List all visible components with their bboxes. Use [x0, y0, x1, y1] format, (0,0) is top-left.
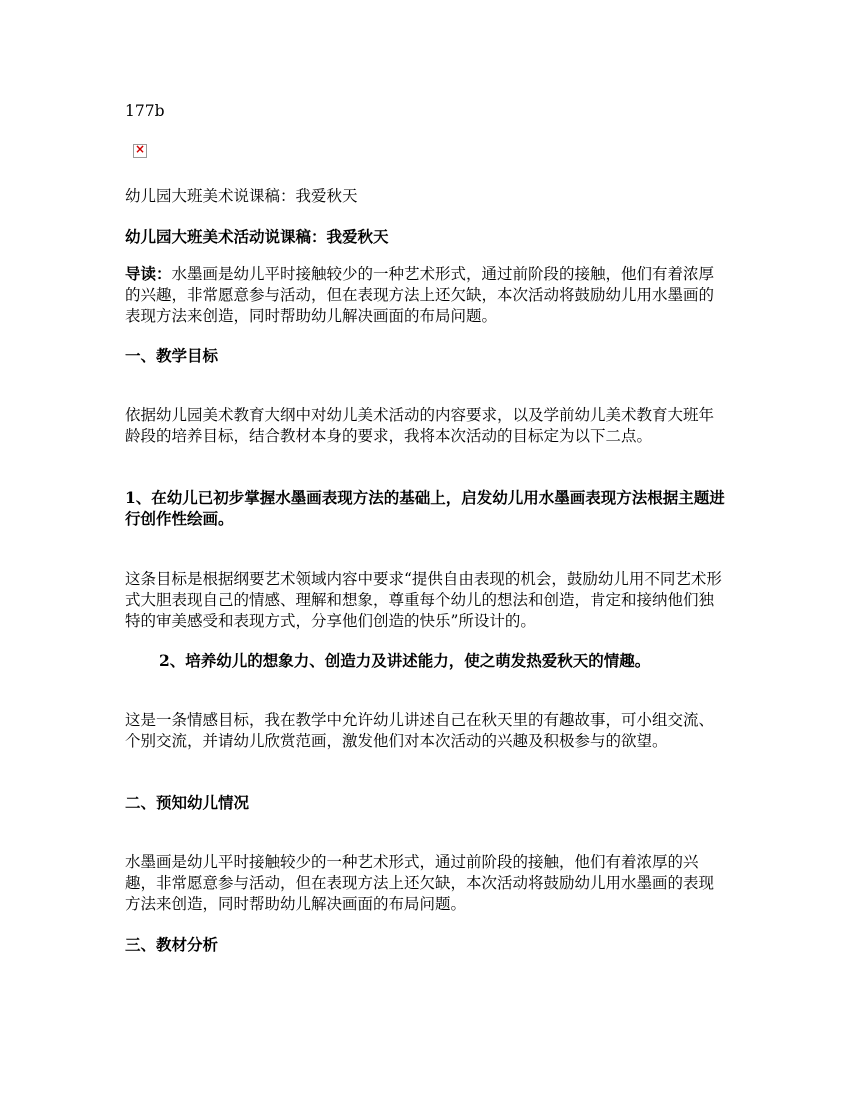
- doc-title: 幼儿园大班美术说课稿：我爱秋天: [125, 187, 358, 205]
- intro-paragraph: [125, 263, 727, 327]
- teaching-goals-paragraph: 依据幼儿园美术教育大纲中对幼儿美术活动的内容要求，以及学前幼儿美术教育大班年龄段的培养目标，结合教材本身的要求，我将本次活动的目标定为以下二点。: [125, 406, 715, 445]
- section-heading-material-analysis: 三、教材分析: [125, 935, 219, 954]
- goal-2: 2、培养幼儿的想象力、创造力及讲述能力，使之萌发热爱秋天的情趣。: [159, 651, 651, 670]
- goal-2-explanation: 这是一条情感目标，我在教学中允许幼儿讲述自己在秋天里的有趣故事，可小组交流、个别交流，并请幼儿欣赏范画，激发他们对本次活动的兴趣及积极参与的欲望。: [125, 711, 715, 750]
- intro-text: 水墨画是幼儿平时接触较少的一种艺术形式，通过前阶段的接触，他们有着浓厚的兴趣，非常愿意参与活动，但在表现方法上还欠缺，本次活动将鼓励幼儿用水墨画的表现方法来创造，同时帮助幼儿解决画面的布局问题。: [125, 265, 715, 325]
- children-situation-paragraph: 水墨画是幼儿平时接触较少的一种艺术形式，通过前阶段的接触，他们有着浓厚的兴趣，非常愿意参与活动，但在表现方法上还欠缺，本次活动将鼓励幼儿用水墨画的表现方法来创造，同时帮助幼儿解决画面的布局问题。: [125, 853, 715, 913]
- intro-label: 导读：: [125, 264, 172, 283]
- broken-image-icon: ×: [134, 142, 146, 156]
- page-number: 177b: [125, 102, 165, 120]
- section-heading-children-situation: 二、预知幼儿情况: [125, 793, 250, 812]
- subtitle: 幼儿园大班美术活动说课稿：我爱秋天: [125, 227, 389, 246]
- section-heading-teaching-goals: 一、教学目标: [125, 346, 219, 365]
- goal-1: 1、在幼儿已初步掌握水墨画表现方法的基础上，启发幼儿用水墨画表现方法根据主题进行创作性绘画。: [125, 488, 725, 528]
- goal-1-explanation: 这条目标是根据纲要艺术领域内容中要求“提供自由表现的机会，鼓励幼儿用不同艺术形式大胆表现自己的情感、理解和想象，尊重每个幼儿的想法和创造，肯定和接纳他们独特的审美感受和表现方式，分享他们创造的快乐”所设计的。: [125, 570, 722, 630]
